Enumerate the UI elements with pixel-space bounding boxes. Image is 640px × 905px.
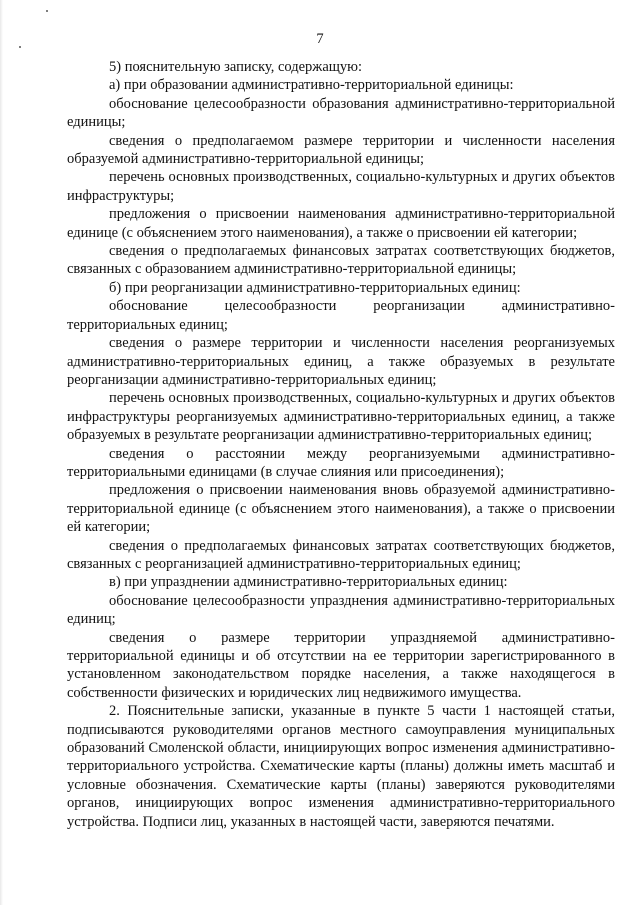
paragraph-abolition-territory: сведения о размере территории упраздняемой административно-территориальной единицы и об отсутствии на ее территории зарегистрированного в установленном законодательством порядке населения, а также находящегося в собственности физических и юридических лиц недвижимого имущества. — [67, 629, 615, 701]
paragraph-formation-naming: предложения о присвоении наименования административно-территориальной единице (с объяснением этого наименования), а также о присвоении ей категории; — [67, 206, 615, 241]
paragraph-reorganization-naming: предложения о присвоении наименования вновь образуемой административно-территориальной единице (с объяснением этого наименования), а также о присвоении ей категории; — [67, 482, 615, 536]
scan-edge-shadow — [0, 0, 3, 905]
paragraph-explanatory-note-intro: 5) пояснительную записку, содержащую: — [109, 59, 363, 75]
scan-speck — [46, 10, 48, 12]
paragraph-formation-rationale: обоснование целесообразности образования административно-территориальной единицы; — [67, 95, 615, 131]
paragraph-reorganization-costs: сведения о предполагаемых финансовых затратах соответствующих бюджетов, связанных с реорганизацией административно-территориальных единиц; — [67, 537, 615, 572]
paragraph-reorganization-territory: сведения о размере территории и численности населения реорганизуемых административно-территориальных единиц, а также образуемых в результате реорганизации административно-территориальных единиц; — [67, 335, 615, 388]
paragraph-formation-costs: сведения о предполагаемых финансовых затратах соответствующих бюджетов, связанных с образованием административно-территориальной единицы; — [67, 243, 615, 278]
paragraph-reorganization-infrastructure: перечень основных производственных, социально-культурных и других объектов инфраструктуры реорганизуемых административно-территориальных единиц, а также образуемых в результате реорганизации административно-территориальных единиц; — [67, 390, 615, 444]
paragraph-reorganization-rationale: обоснование целесообразности реорганизации административно-территориальных единиц; — [67, 298, 615, 333]
paragraph-part-2-signatures: 2. Пояснительные записки, указанные в пункте 5 части 1 настоящей статьи, подписываются руководителями органов местного самоуправления муниципальных образований Смоленской области, инициирующих вопрос изменения административно-территориального устройства. Схематические карты (планы) должны иметь масштаб и условные обозначения. Схематические карты (планы) заверяются руководителями органов, инициирующих вопрос изменения административно-территориального устройства. Подписи лиц, указанных в настоящей части, заверяются печатями. — [67, 703, 615, 830]
paragraph-reorganization-distance: сведения о расстоянии между реорганизуемыми административно-территориальными единицами (в случае слияния или присоединения); — [67, 445, 615, 480]
paragraph-abolition-heading: в) при упразднении административно-территориальных единиц: — [109, 574, 508, 591]
document-body — [67, 58, 615, 831]
paragraph-abolition-rationale: обоснование целесообразности упразднения административно-территориальных единиц; — [67, 592, 615, 628]
paragraph-formation-heading: а) при образовании административно-территориальной единицы: — [109, 77, 514, 94]
page-number: 7 — [316, 31, 324, 47]
paragraph-reorganization-heading: б) при реорганизации административно-территориальных единиц: — [109, 279, 521, 296]
paragraph-formation-territory: сведения о предполагаемом размере территории и численности населения образуемой административно-территориальной единицы; — [67, 132, 615, 168]
paragraph-formation-infrastructure: перечень основных производственных, социально-культурных и других объектов инфраструктуры; — [67, 169, 615, 204]
